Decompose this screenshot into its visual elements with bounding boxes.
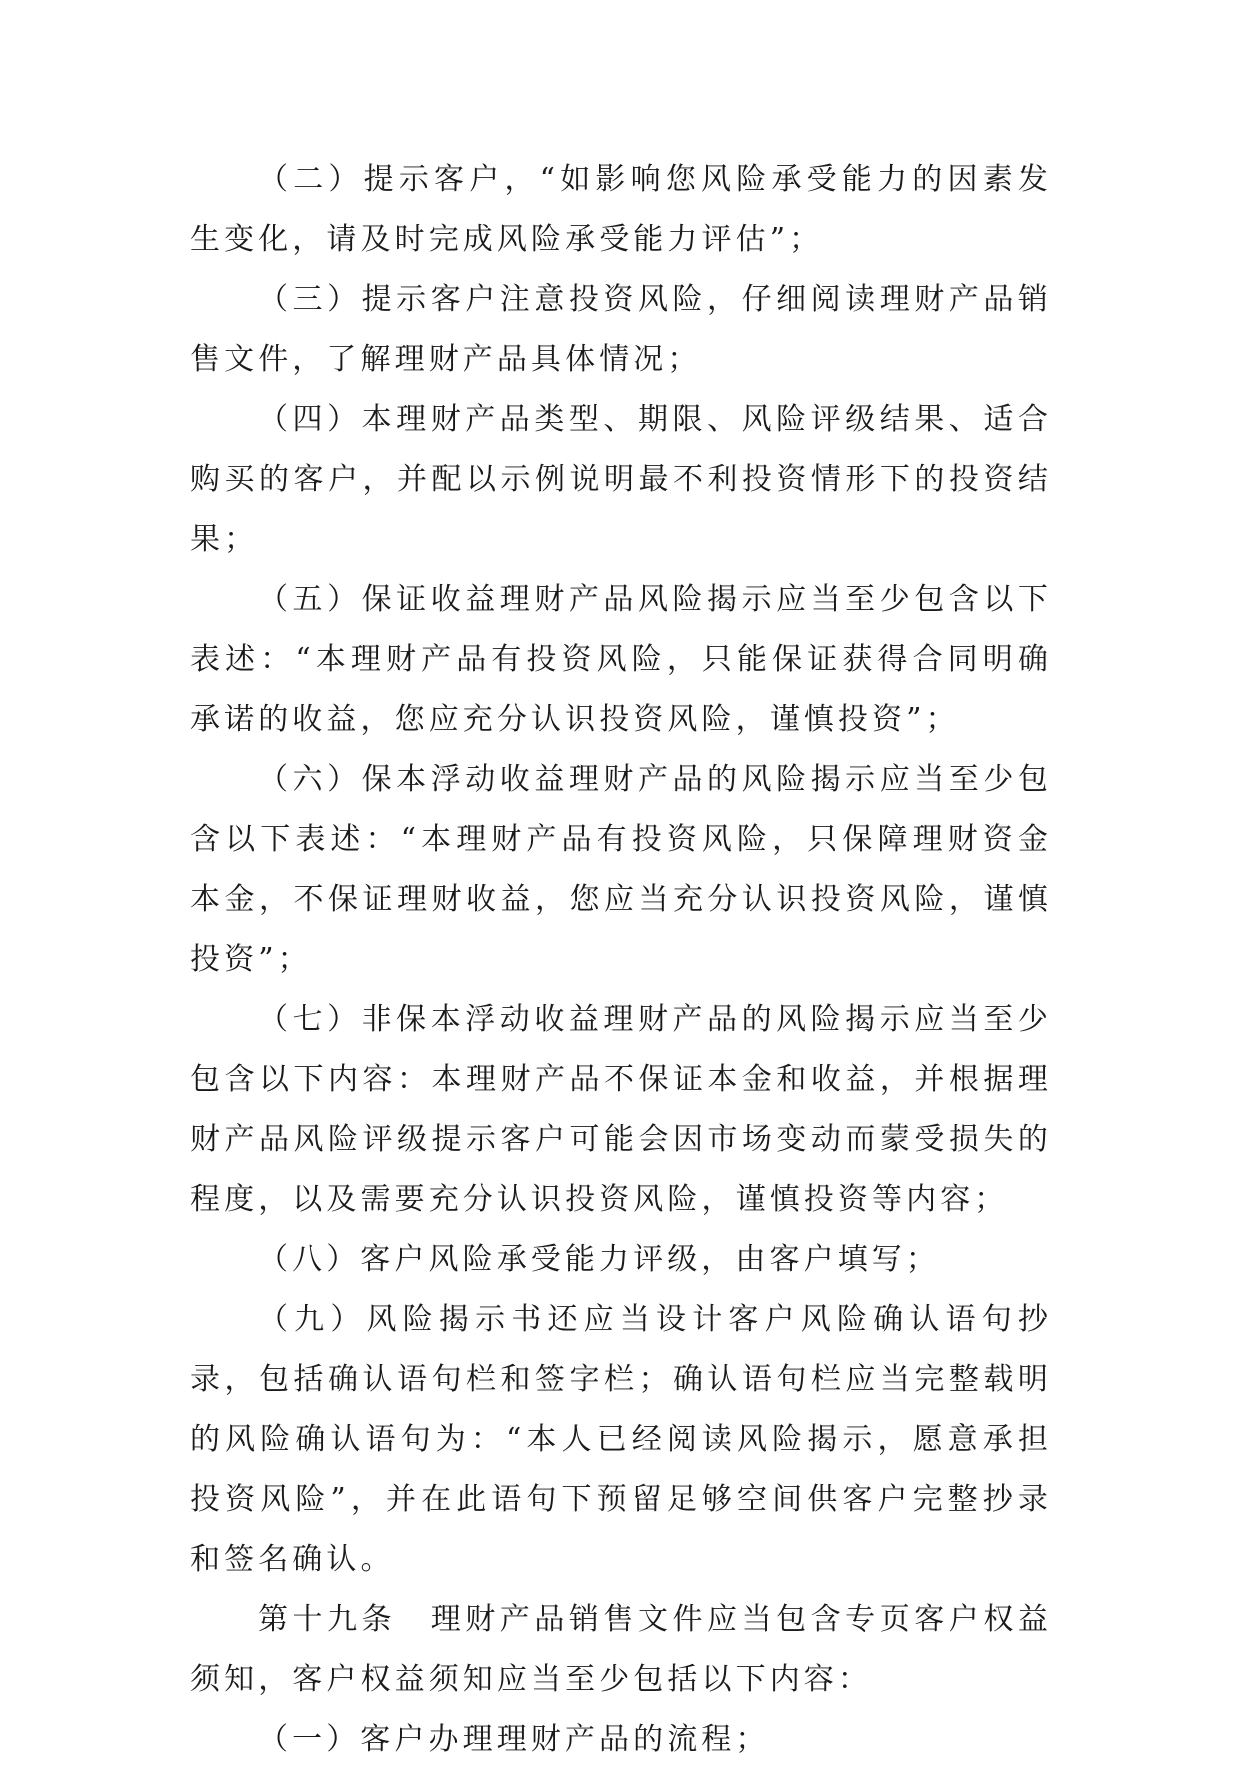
- paragraph-item-3: （三）提示客户注意投资风险，仔细阅读理财产品销售文件，了解理财产品具体情况；: [190, 282, 1052, 377]
- paragraph-item-5: （五）保证收益理财产品风险揭示应当至少包含以下表述：“本理财产品有投资风险，只能保证获得合同明确承诺的收益，您应充分认识投资风险，谨慎投资”；: [190, 582, 1052, 737]
- paragraph-item-9: （九）风险揭示书还应当设计客户风险确认语句抄录，包括确认语句栏和签字栏；确认语句栏应当完整载明的风险确认语句为：“本人已经阅读风险揭示，愿意承担投资风险”，并在此语句下预留足够空间供客户完整抄录和签名确认。: [190, 1302, 1052, 1577]
- article-19-heading: 第十九条 理财产品销售文件应当包含专页客户权益须知，客户权益须知应当至少包括以下内容：: [190, 1602, 1052, 1697]
- paragraph-item-7: （七）非保本浮动收益理财产品的风险揭示应当至少包含以下内容：本理财产品不保证本金和收益，并根据理财产品风险评级提示客户可能会因市场变动而蒙受损失的程度，以及需要充分认识投资风险，谨慎投资等内容；: [190, 1002, 1052, 1217]
- paragraph-item-8: （八）客户风险承受能力评级，由客户填写；: [258, 1242, 940, 1277]
- paragraph-item-6: （六）保本浮动收益理财产品的风险揭示应当至少包含以下表述：“本理财产品有投资风险，只保障理财资金本金，不保证理财收益，您应当充分认识投资风险，谨慎投资”；: [190, 762, 1052, 977]
- document-body: [190, 150, 1052, 1770]
- paragraph-item-4: （四）本理财产品类型、期限、风险评级结果、适合购买的客户，并配以示例说明最不利投资情形下的投资结果；: [190, 402, 1052, 557]
- paragraph-item-2: （二）提示客户，“如影响您风险承受能力的因素发生变化，请及时完成风险承受能力评估”；: [190, 162, 1052, 257]
- paragraph-item-1: （一）客户办理理财产品的流程；: [258, 1722, 770, 1757]
